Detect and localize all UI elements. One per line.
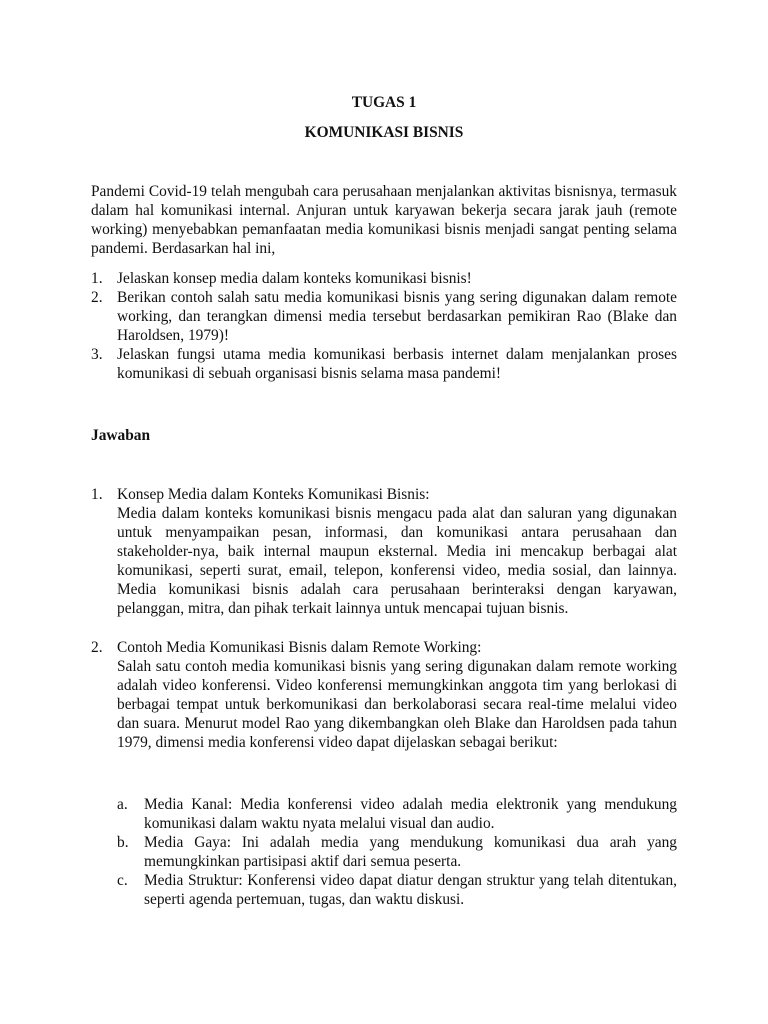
list-item bbox=[91, 288, 677, 345]
subitem-text: Media Struktur: Konferensi video dapat diatur dengan struktur yang telah ditentukan, seperti agenda pertemuan, tugas, dan waktu diskusi. bbox=[144, 872, 677, 908]
intro-paragraph: Pandemi Covid-19 telah mengubah cara perusahaan menjalankan aktivitas bisnisnya, termasuk dalam hal komunikasi internal. Anjuran untuk karyawan bekerja secara jarak jauh (remote working) menyebabkan pemanfaatan media komunikasi bisnis menjadi sangat penting selama pandemi. Berdasarkan hal ini, bbox=[91, 183, 677, 257]
list-letter: a. bbox=[117, 796, 128, 813]
list-item bbox=[91, 345, 677, 383]
list-number: 2. bbox=[91, 639, 103, 656]
answer-body: Media dalam konteks komunikasi bisnis mengacu pada alat dan saluran yang digunakan untuk menyampaikan pesan, informasi, dan komunikasi antara perusahaan dan stakeholder-nya, baik internal maupun eksternal. Media ini mencakup berbagai alat komunikasi, seperti surat, email, telepon, konferensi video, media sosial, dan lainnya. Media komunikasi bisnis adalah cara perusahaan berinteraksi dengan karyawan, pelanggan, mitra, dan pihak terkait lainnya untuk mencapai tujuan bisnis. bbox=[117, 505, 677, 617]
answer-body: Salah satu contoh media komunikasi bisnis yang sering digunakan dalam remote working adalah video konferensi. Video konferensi memungkinkan anggota tim yang berlokasi di berbagai tempat untuk berkomunikasi dan berkolaborasi secara real-time melalui video dan suara. Menurut model Rao yang dikembangkan oleh Blake dan Haroldsen pada tahun 1979, dimensi media konferensi video dapat dijelaskan sebagai berikut: bbox=[117, 658, 677, 751]
list-letter: c. bbox=[117, 872, 128, 889]
list-number: 3. bbox=[91, 346, 103, 363]
answer-heading: Konsep Media dalam Konteks Komunikasi Bisnis: bbox=[117, 486, 430, 503]
document-title: TUGAS 1 bbox=[351, 94, 417, 111]
list-item bbox=[91, 269, 677, 288]
question-text: Berikan contoh salah satu media komunikasi bisnis yang sering digunakan dalam remote working, dan terangkan dimensi media tersebut berdasarkan pemikiran Rao (Blake dan Haroldsen, 1979)! bbox=[117, 289, 677, 344]
document-subtitle: KOMUNIKASI BISNIS bbox=[304, 124, 464, 141]
list-item bbox=[117, 871, 677, 909]
list-number: 2. bbox=[91, 289, 103, 306]
answer-heading: Contoh Media Komunikasi Bisnis dalam Remote Working: bbox=[117, 639, 482, 656]
question-text: Jelaskan fungsi utama media komunikasi berbasis internet dalam menjalankan proses komunikasi di sebuah organisasi bisnis selama masa pandemi! bbox=[117, 346, 677, 382]
list-letter: b. bbox=[117, 834, 129, 851]
answers-heading: Jawaban bbox=[91, 427, 151, 444]
media-dimension-list bbox=[117, 795, 677, 909]
list-number: 1. bbox=[91, 270, 103, 287]
subitem-text: Media Gaya: Ini adalah media yang mendukung komunikasi dua arah yang memungkinkan partisipasi aktif dari semua peserta. bbox=[144, 834, 677, 870]
answer-1 bbox=[91, 485, 677, 618]
list-item bbox=[91, 485, 677, 618]
list-item bbox=[91, 638, 677, 752]
subitem-text: Media Kanal: Media konferensi video adalah media elektronik yang mendukung komunikasi dalam waktu nyata melalui visual dan audio. bbox=[144, 796, 677, 832]
question-list bbox=[91, 269, 677, 383]
question-text: Jelaskan konsep media dalam konteks komunikasi bisnis! bbox=[117, 270, 472, 287]
list-item bbox=[117, 795, 677, 833]
answer-2 bbox=[91, 638, 677, 752]
list-number: 1. bbox=[91, 486, 103, 503]
list-item bbox=[117, 833, 677, 871]
